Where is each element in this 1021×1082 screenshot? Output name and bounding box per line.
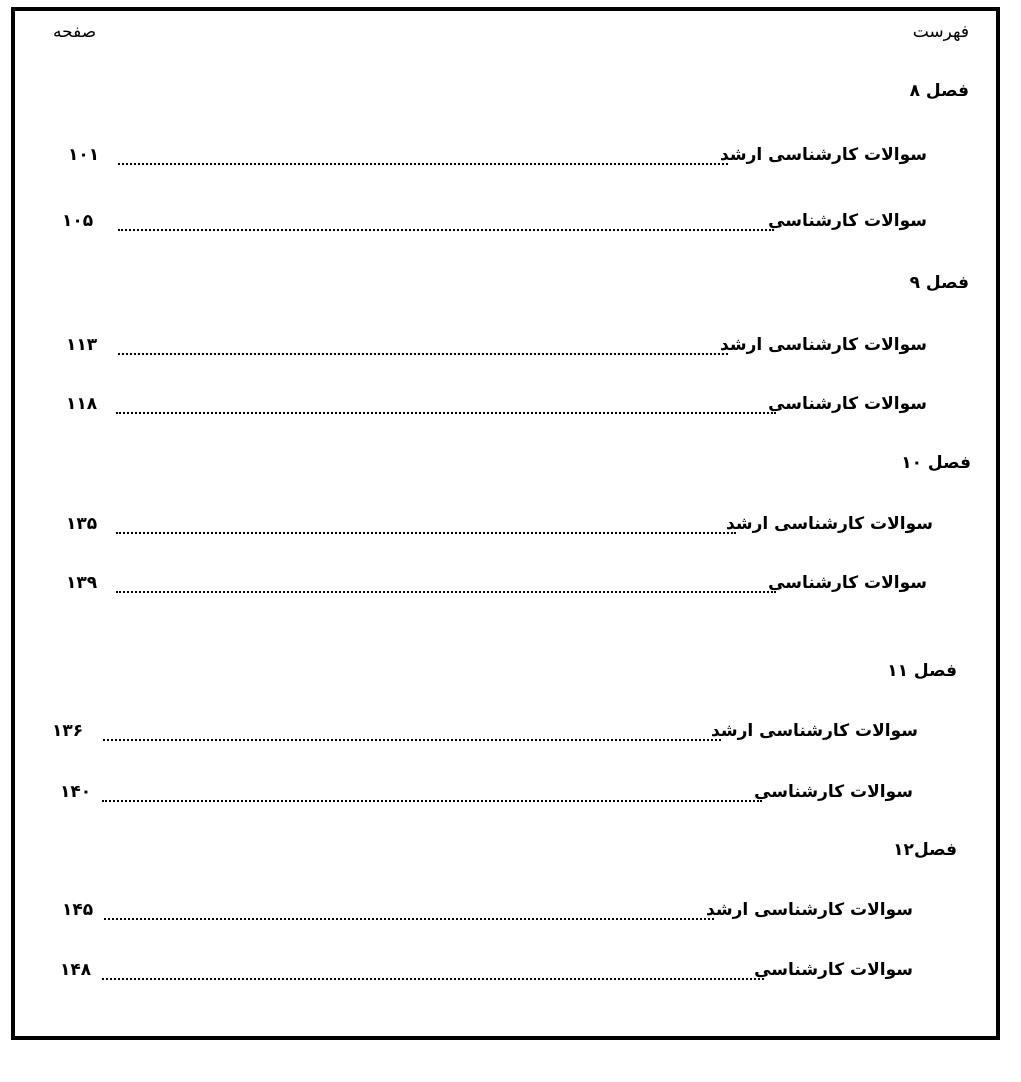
toc-entry-title: سوالات کارشناسی ارشد — [726, 514, 933, 534]
toc-entry-title: سوالات کارشناسی — [768, 573, 927, 593]
chapter-heading: فصل ۱۱ — [887, 661, 957, 681]
toc-entry-title: سوالات کارشناسی — [754, 960, 913, 980]
page-column-label: صفحه — [53, 22, 97, 42]
dot-leader — [104, 918, 714, 920]
dot-leader — [102, 800, 762, 802]
chapter-heading: فصل ۹ — [909, 273, 969, 293]
dot-leader — [102, 978, 764, 980]
chapter-heading: فصل ۸ — [909, 81, 969, 101]
toc-entry-page: ۱۱۳ — [66, 335, 98, 355]
toc-entry-title: سوالات کارشناسی ارشد — [711, 721, 918, 741]
toc-entry-title: سوالات کارشناسی — [768, 394, 927, 414]
dot-leader — [118, 163, 728, 165]
toc-entry-page: ۱۴۰ — [60, 782, 92, 802]
chapter-heading: فصل۱۲ — [893, 840, 957, 860]
toc-entry-title: سوالات کارشناسی ارشد — [706, 900, 913, 920]
toc-entry-page: ۱۳۶ — [52, 721, 84, 741]
toc-entry-title: سوالات کارشناسی ارشد — [720, 335, 927, 355]
dot-leader — [116, 591, 776, 593]
dot-leader — [103, 739, 721, 741]
toc-entry-title: سوالات کارشناسی — [768, 211, 927, 231]
dot-leader — [118, 229, 774, 231]
dot-leader — [116, 412, 776, 414]
toc-entry-page: ۱۴۸ — [60, 960, 92, 980]
toc-entry-title: سوالات کارشناسی ارشد — [720, 145, 927, 165]
toc-entry-title: سوالات کارشناسی — [754, 782, 913, 802]
toc-entry-page: ۱۴۵ — [62, 900, 94, 920]
dot-leader — [118, 353, 728, 355]
chapter-heading: فصل ۱۰ — [901, 453, 971, 473]
toc-title: فهرست — [912, 22, 969, 42]
toc-entry-page: ۱۱۸ — [66, 394, 98, 414]
toc-entry-page: ۱۳۹ — [66, 573, 98, 593]
toc-entry-page: ۱۳۵ — [66, 514, 98, 534]
toc-entry-page: ۱۰۵ — [62, 211, 94, 231]
toc-entry-page: ۱۰۱ — [68, 145, 100, 165]
dot-leader — [116, 532, 736, 534]
